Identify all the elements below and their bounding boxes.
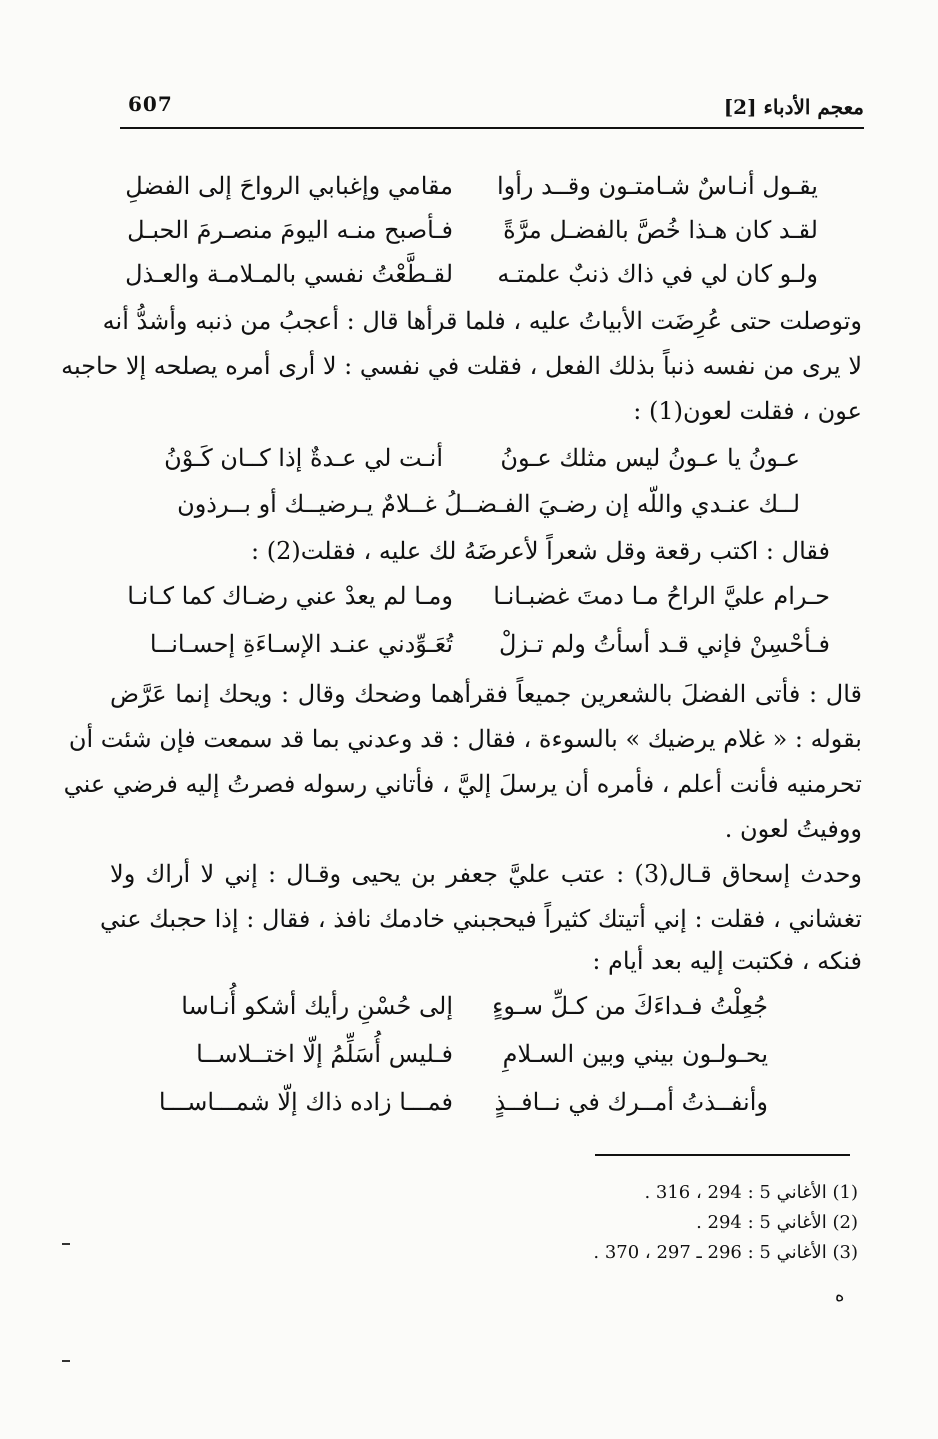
page-number: 607 <box>128 92 173 116</box>
footnote: (2) الأغاني 5 : 294 . <box>696 1212 858 1233</box>
verse-hemistich-right: يقـول أنـاسٌ شـامتـون وقــد رأوا <box>496 172 818 200</box>
verse-hemistich-left: أنـت لي عـدةٌ إذا كــان كَـوْنُ <box>164 444 443 472</box>
verse-hemistich-right: جُعِلْتُ فـداءَكَ من كـلِّ سـوءٍ <box>492 992 768 1020</box>
verse-hemistich-right: لقـد كان هـذا خُصَّ بالفضـل مرَّةً <box>503 216 818 244</box>
prose-line: ووفيتُ لعون . <box>724 815 862 843</box>
prose-line: فقال : اكتب رقعة وقل شعراً لأعرضَهُ لك عليه ، فقلت(2) : <box>251 537 830 565</box>
footnote: (1) الأغاني 5 : 294 ، 316 . <box>644 1182 858 1203</box>
header-rule <box>120 127 864 129</box>
prose-line: تحرمنيه فأنت أعلم ، فأمره أن يرسلَ إليَّ ، فأتاني رسوله فصرتُ إليه فرضي عني <box>63 770 862 798</box>
verse-hemistich-left: تُعَـوِّدني عنـد الإسـاءَةِ إحسـانــا <box>149 630 453 658</box>
prose-line: بقوله : « غلام يرضيك » بالسوءة ، فقال : قد وعدني بما قد سمعت فإن شئت أن <box>68 725 862 753</box>
prose-line: فنكه ، فكتبت إليه بعد أيام : <box>592 947 862 975</box>
scan-speck <box>62 1360 70 1362</box>
prose-line: لا يرى من نفسه ذنباً بذلك الفعل ، فقلت في نفسي : لا أرى أمره يصلحه إلا حاجبه <box>61 352 862 380</box>
verse-hemistich-right: يحـولـون بيني وبين السـلامِ <box>502 1040 768 1068</box>
verse-hemistich-right: وأنفــذتُ أمــرك في نــافــذٍ <box>494 1088 768 1116</box>
prose-line: تغشاني ، فقلت : إني أتيتك كثيراً فيحجبني خادمك نافذ ، فقال : إذا حجبك عني <box>99 905 862 933</box>
verse-line-full: لــك عنـدي واللّه إن رضـيَ الفـضــلُ غــلامٌ يـرضيــك أو بــرذون <box>177 490 800 518</box>
footnote-rule <box>595 1154 850 1156</box>
prose-line: وتوصلت حتى عُرِضَت الأبياتُ عليه ، فلما قرأها قال : أعجبُ من ذنبه وأشدُّ أنه <box>102 307 862 335</box>
verse-hemistich-left: فـليس أُسَلِّمُ إلّا اختــلاســا <box>196 1040 453 1068</box>
verse-hemistich-right: فـأحْسِنْ فإني قـد أسأتُ ولم تـزلْ <box>499 630 830 658</box>
footnote: (3) الأغاني 5 : 296 ـ 297 ، 370 . <box>593 1242 858 1263</box>
verse-hemistich-left: مقامي وإغبابي الرواحَ إلى الفضلِ <box>125 172 453 200</box>
verse-hemistich-left: إلى حُسْنِ رأيك أشكو أُنـاسا <box>181 992 453 1020</box>
verse-hemistich-right: حـرام عليَّ الراحُ مـا دمتَ غضبـانـا <box>493 582 830 610</box>
verse-hemistich-left: فمـــا زاده ذاك إلّا شمـــاســـا <box>158 1088 453 1116</box>
prose-line: قال : فأتى الفضلَ بالشعرين جميعاً فقرأهما وضحك وقال : ويحك إنما عَرَّض <box>110 680 862 708</box>
scan-speck <box>62 1243 70 1245</box>
signature-mark: ه <box>835 1285 845 1306</box>
verse-hemistich-right: عـونُ يا عـونُ ليس مثلك عـونُ <box>500 444 800 472</box>
prose-line: عون ، فقلت لعون(1) : <box>633 397 862 425</box>
verse-hemistich-left: ومـا لم يعدْ عني رضـاك كما كـانـا <box>127 582 453 610</box>
running-title: معجم الأدباء [2] <box>723 95 864 119</box>
verse-hemistich-left: فـأصبح منـه اليومَ منصـرمَ الحبـل <box>127 216 453 244</box>
prose-line: وحدث إسحاق قـال(3) : عتب عليَّ جعفر بن يحيى وقـال : إني لا أراك ولا <box>110 860 863 888</box>
verse-hemistich-left: لقـطَّعْتُ نفسي بالمـلامـة والعـذل <box>125 260 453 288</box>
verse-hemistich-right: ولـو كان لي في ذاك ذنبٌ علمتـه <box>497 260 818 288</box>
